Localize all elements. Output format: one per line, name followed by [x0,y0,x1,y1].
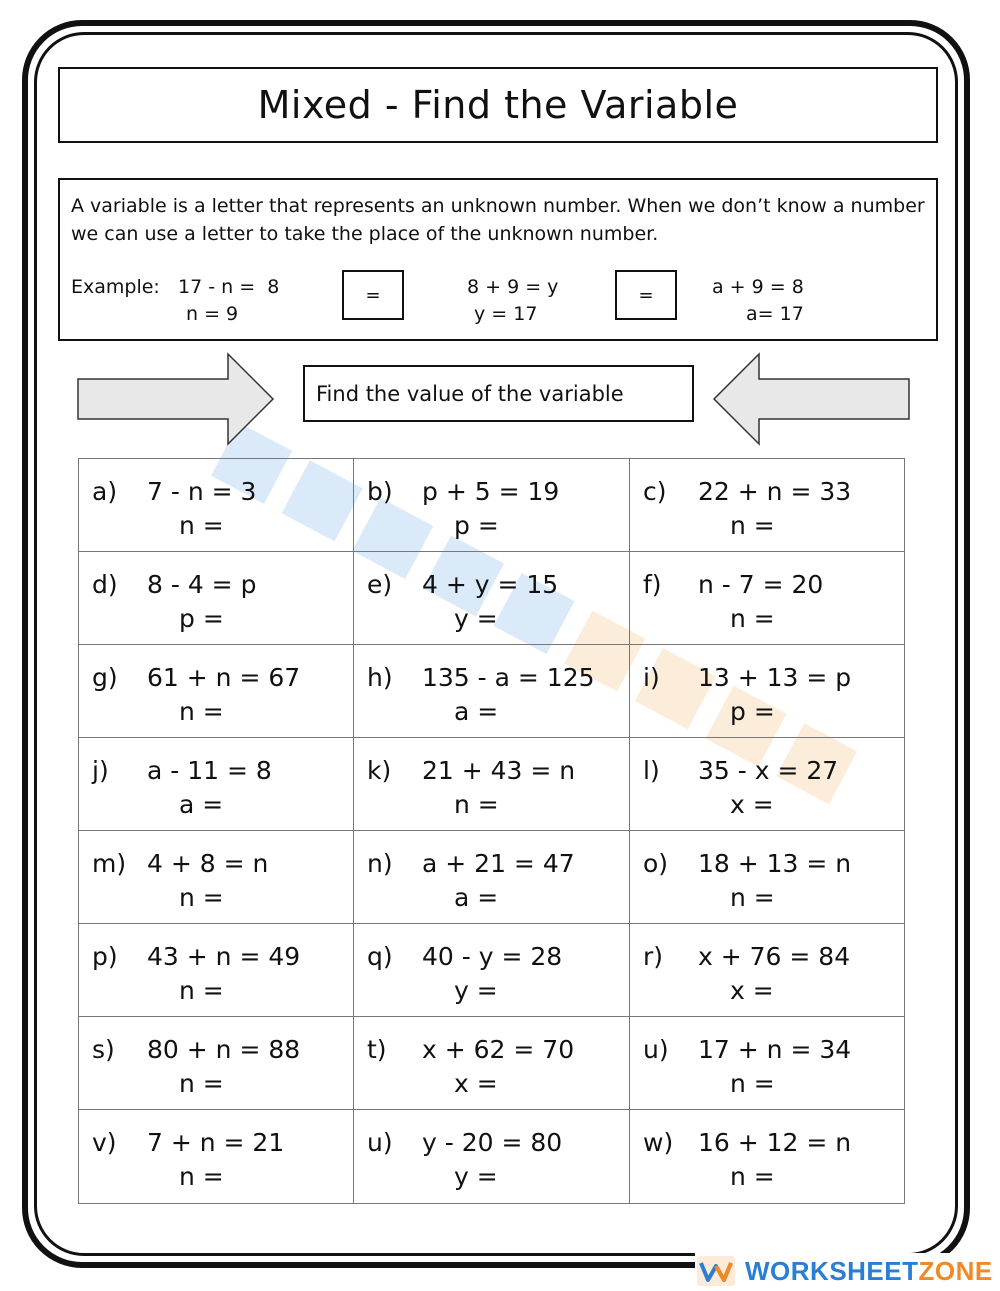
problem-equation: 17 + n = 34 [698,1035,852,1064]
problem-answer-blank[interactable]: a = [179,790,224,819]
problem-equation: 35 - x = 27 [698,756,839,785]
problem-label: t) [367,1035,387,1064]
problem-equation: 43 + n = 49 [147,942,301,971]
problem-equation: 7 - n = 3 [147,477,257,506]
problem-cell [79,552,354,645]
problem-label: k) [367,756,392,785]
problem-answer-blank[interactable]: n = [730,1162,775,1191]
problem-answer-blank[interactable]: n = [179,1069,224,1098]
intro-box [58,178,938,341]
problem-answer-blank[interactable]: x = [454,1069,498,1098]
problem-answer-blank[interactable]: n = [179,976,224,1005]
problem-answer-blank[interactable]: a = [454,697,499,726]
problem-equation: 61 + n = 67 [147,663,301,692]
problem-answer-blank[interactable]: n = [179,883,224,912]
problem-equation: a + 21 = 47 [422,849,575,878]
problem-label: h) [367,663,393,692]
problem-cell [79,1110,354,1203]
problem-equation: a - 11 = 8 [147,756,272,785]
problem-label: j) [92,756,109,785]
problem-cell [354,552,630,645]
problem-cell [630,645,904,738]
problem-label: s) [92,1035,115,1064]
problem-answer-blank[interactable]: y = [454,1162,498,1191]
problem-grid [78,458,905,1204]
problem-label: b) [367,477,393,506]
problem-cell [354,1017,630,1110]
problem-cell [354,459,630,552]
problem-equation: 13 + 13 = p [698,663,852,692]
example-separator-box: = [342,270,404,320]
problem-cell [79,459,354,552]
instruction-banner: Find the value of the variable [303,365,694,422]
problem-equation: 80 + n = 88 [147,1035,301,1064]
problem-equation: 22 + n = 33 [698,477,852,506]
problem-answer-blank[interactable]: n = [179,1162,224,1191]
problem-cell [630,924,904,1017]
problem-cell [354,738,630,831]
problem-label: w) [643,1128,674,1157]
problem-answer-blank[interactable]: n = [179,511,224,540]
problem-label: v) [92,1128,117,1157]
example-3-solution: a= 17 [746,303,804,325]
problem-cell [79,645,354,738]
brand-name-part2: ZONE [918,1255,993,1286]
problem-label: e) [367,570,393,599]
problem-answer-blank[interactable]: x = [730,790,774,819]
problem-equation: x + 62 = 70 [422,1035,575,1064]
problem-answer-blank[interactable]: n = [730,604,775,633]
problem-answer-blank[interactable]: n = [179,697,224,726]
problem-label: d) [92,570,118,599]
problem-label: o) [643,849,669,878]
problem-label: i) [643,663,660,692]
problem-cell [630,1017,904,1110]
problem-equation: 4 + y = 15 [422,570,559,599]
problem-answer-blank[interactable]: p = [730,697,775,726]
problem-answer-blank[interactable]: n = [730,1069,775,1098]
problem-equation: 16 + 12 = n [698,1128,852,1157]
arrow-left-icon [712,352,912,446]
problem-label: f) [643,570,662,599]
problem-label: p) [92,942,118,971]
problem-answer-blank[interactable]: a = [454,883,499,912]
brand-logo [695,1253,1000,1289]
problem-answer-blank[interactable]: x = [730,976,774,1005]
problem-equation: 4 + 8 = n [147,849,269,878]
problem-cell [354,924,630,1017]
problem-equation: 21 + 43 = n [422,756,576,785]
page-title: Mixed - Find the Variable [58,67,938,143]
problem-cell [79,738,354,831]
problem-cell [79,831,354,924]
problem-equation: 8 - 4 = p [147,570,257,599]
problem-answer-blank[interactable]: p = [179,604,224,633]
problem-equation: x + 76 = 84 [698,942,851,971]
example-2-solution: y = 17 [474,303,538,325]
problem-label: r) [643,942,664,971]
problem-cell [630,552,904,645]
arrow-right-icon [76,352,276,446]
problem-label: m) [92,849,127,878]
brand-name-part1: WORKSHEET [745,1255,919,1286]
problem-cell [630,459,904,552]
problem-cell [79,1017,354,1110]
problem-equation: p + 5 = 19 [422,477,560,506]
problem-label: q) [367,942,393,971]
problem-cell [630,1110,904,1203]
example-3-equation: a + 9 = 8 [712,276,804,298]
problem-label: l) [643,756,660,785]
example-1-equation: 17 - n = 8 [178,276,280,298]
example-separator-box: = [615,270,677,320]
worksheetzone-logo-icon [697,1256,735,1286]
problem-answer-blank[interactable]: y = [454,604,498,633]
problem-cell [630,831,904,924]
problem-equation: 18 + 13 = n [698,849,852,878]
problem-equation: 40 - y = 28 [422,942,563,971]
problem-answer-blank[interactable]: y = [454,976,498,1005]
problem-label: c) [643,477,667,506]
problem-equation: 135 - a = 125 [422,663,595,692]
problem-cell [354,1110,630,1203]
problem-equation: 7 + n = 21 [147,1128,285,1157]
problem-label: a) [92,477,118,506]
problem-label: u) [643,1035,669,1064]
problem-answer-blank[interactable]: n = [454,790,499,819]
problem-answer-blank[interactable]: n = [730,883,775,912]
problem-label: n) [367,849,393,878]
example-1-solution: n = 9 [186,303,239,325]
problem-cell [630,738,904,831]
brand-name [745,1256,993,1287]
example-label: Example: [71,276,160,298]
problem-cell [354,645,630,738]
problem-answer-blank[interactable]: p = [454,511,499,540]
example-2-equation: 8 + 9 = y [467,276,559,298]
problem-cell [79,924,354,1017]
problem-answer-blank[interactable]: n = [730,511,775,540]
intro-text: A variable is a letter that represents an unknown number. When we don’t know a number we can use a letter to take the place of the unknown number. [71,195,925,245]
problem-equation: n - 7 = 20 [698,570,824,599]
problem-label: g) [92,663,118,692]
problem-equation: y - 20 = 80 [422,1128,563,1157]
problem-cell [354,831,630,924]
problem-label: u) [367,1128,393,1157]
